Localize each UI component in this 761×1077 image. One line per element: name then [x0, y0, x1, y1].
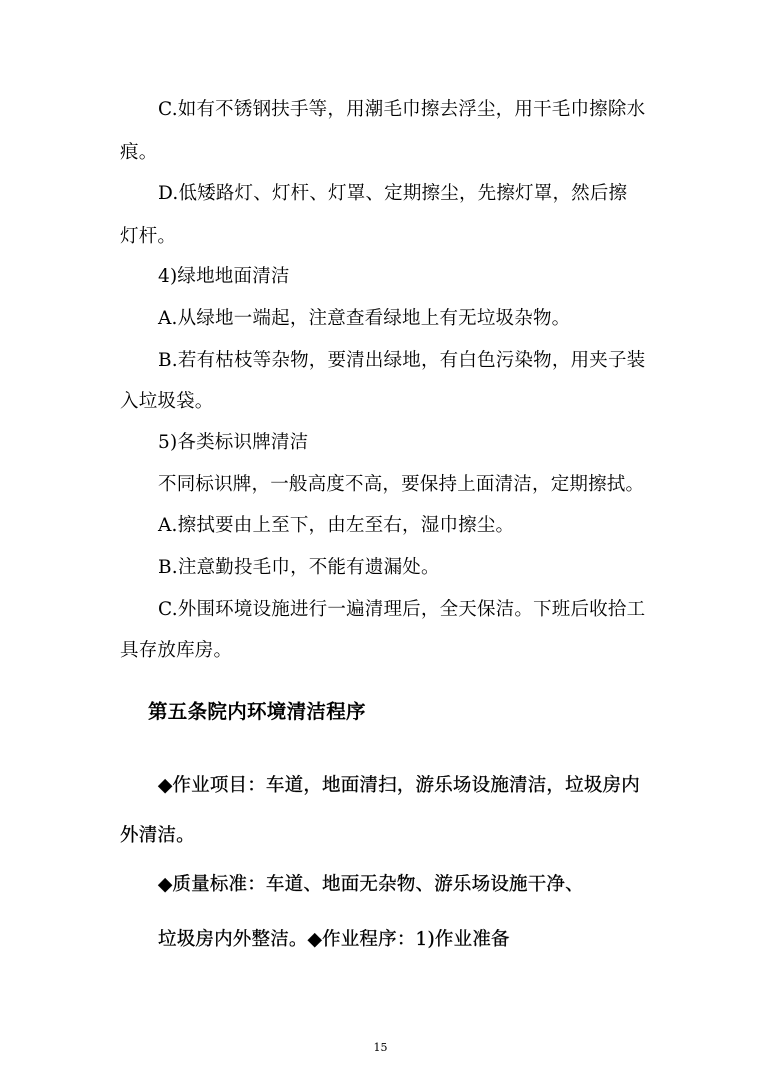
paragraph-line: 灯杆。 [120, 226, 177, 247]
paragraph-line: B.注意勤投毛巾，不能有遗漏处。 [158, 557, 440, 578]
subsection-title: 4)绿地地面清洁 [158, 266, 290, 287]
paragraph-line: C.如有不锈钢扶手等，用潮毛巾擦去浮尘，用干毛巾擦除水 [158, 99, 646, 120]
paragraph-line: 不同标识牌，一般高度不高，要保持上面清洁，定期擦拭。 [158, 474, 645, 495]
paragraph-line: C.外围环境设施进行一遍清理后，全天保洁。下班后收拾工 [158, 599, 646, 620]
paragraph-line: 具存放库房。 [120, 640, 233, 661]
section-line: 外清洁。 [120, 825, 195, 846]
page-number: 15 [373, 1041, 388, 1054]
paragraph-line: D.低矮路灯、灯杆、灯罩、定期擦尘，先擦灯罩，然后擦 [158, 183, 628, 204]
section-line: ◆质量标准：车道、地面无杂物、游乐场设施干净、 [158, 874, 584, 895]
section-line: 垃圾房内外整洁。◆作业程序：1)作业准备 [158, 929, 510, 950]
paragraph-line: 入垃圾袋。 [120, 391, 214, 412]
paragraph-line: 痕。 [120, 142, 158, 163]
paragraph-line: A.擦拭要由上至下，由左至右，湿巾擦尘。 [158, 515, 515, 536]
paragraph-line: A.从绿地一端起，注意查看绿地上有无垃圾杂物。 [158, 308, 571, 329]
section-heading: 第五条院内环境清洁程序 [148, 700, 366, 723]
section-line: ◆作业项目：车道，地面清扫，游乐场设施清洁，垃圾房内 [158, 775, 640, 796]
paragraph-line: B.若有枯枝等杂物，要清出绿地，有白色污染物，用夹子装 [158, 350, 646, 371]
subsection-title: 5)各类标识牌清洁 [158, 432, 309, 453]
